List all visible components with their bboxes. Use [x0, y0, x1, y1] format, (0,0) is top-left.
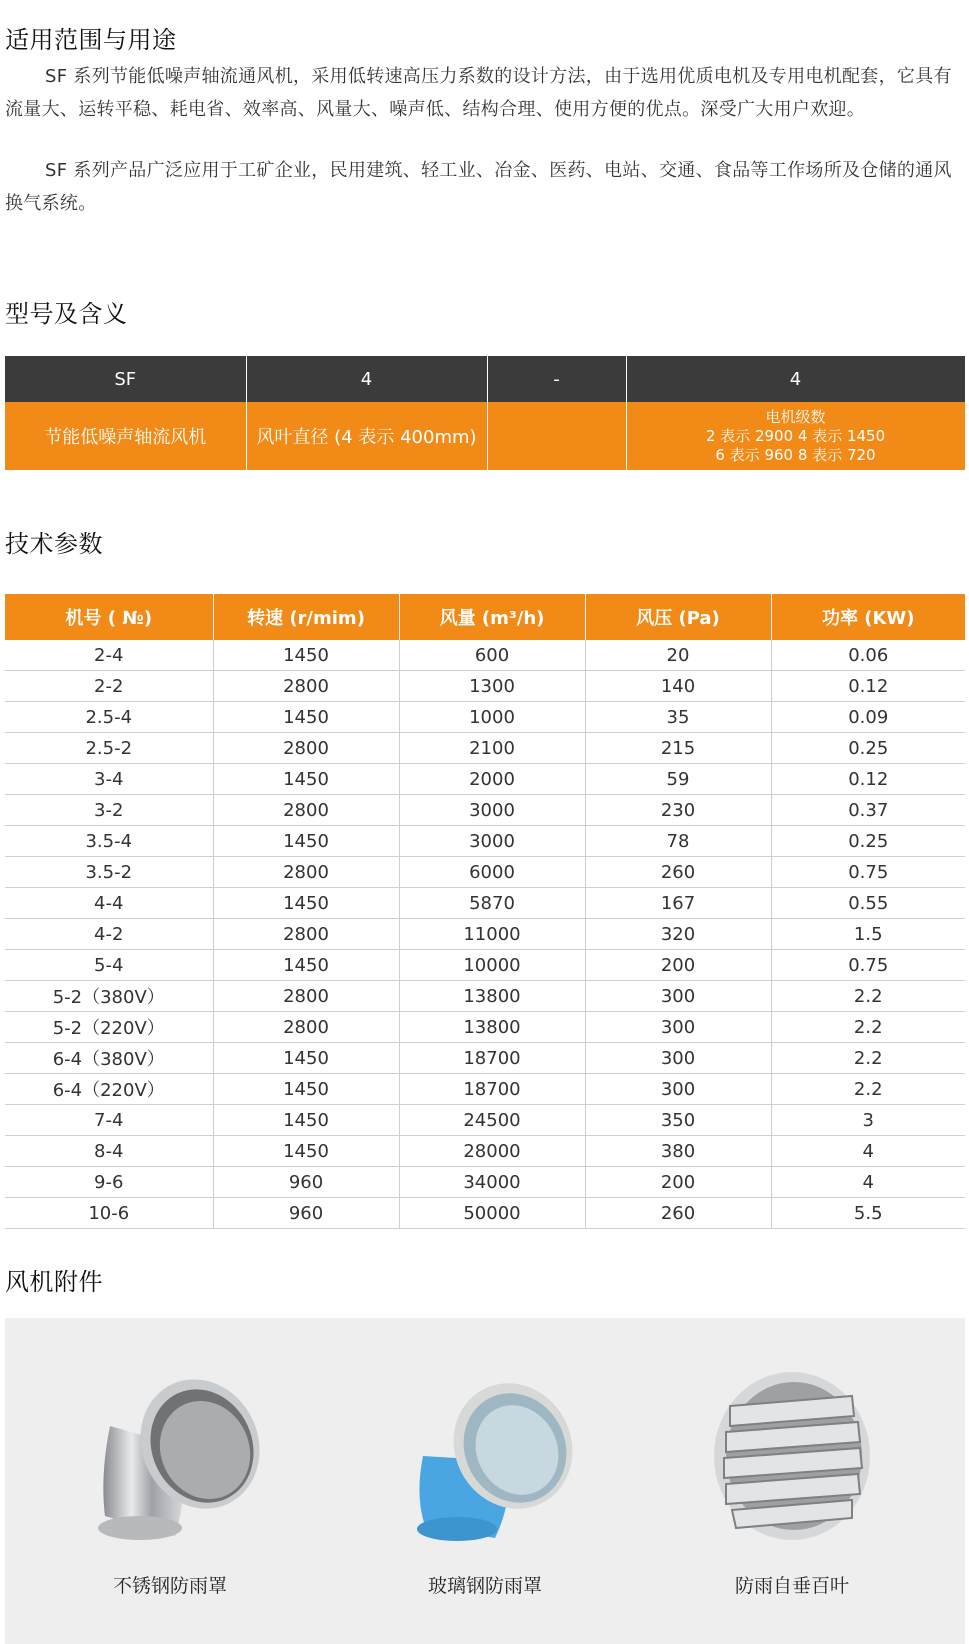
table-cell: 59 [585, 764, 771, 795]
table-cell: 2.2 [771, 981, 965, 1012]
table-cell: 600 [399, 640, 585, 671]
table-cell: 2800 [213, 795, 399, 826]
table-cell: 2800 [213, 857, 399, 888]
table-cell: 3 [771, 1105, 965, 1136]
table-cell: 350 [585, 1105, 771, 1136]
accessory-label: 不锈钢防雨罩 [112, 1575, 227, 1597]
table-cell: 8-4 [5, 1136, 213, 1167]
table-cell: 7-4 [5, 1105, 213, 1136]
table-cell: 2.5-4 [5, 702, 213, 733]
table-cell: 20 [585, 640, 771, 671]
table-row [5, 1043, 965, 1074]
table-cell: 0.06 [771, 640, 965, 671]
table-row [5, 1105, 965, 1136]
table-cell: 260 [585, 1198, 771, 1229]
table-cell: 0.37 [771, 795, 965, 826]
section-title-usage: 适用范围与用途 [5, 26, 177, 54]
table-cell: 167 [585, 888, 771, 919]
table-cell: 3-2 [5, 795, 213, 826]
table-cell: 6000 [399, 857, 585, 888]
table-row [5, 1136, 965, 1167]
table-cell: 3000 [399, 826, 585, 857]
table-cell: 34000 [399, 1167, 585, 1198]
table-cell: 4 [771, 1167, 965, 1198]
table-cell: 0.25 [771, 826, 965, 857]
table-cell: 1450 [213, 640, 399, 671]
model-header-row [5, 356, 965, 402]
table-cell: 4-2 [5, 919, 213, 950]
col-power: 功率 (KW) [771, 594, 965, 640]
section-title-specs: 技术参数 [5, 530, 103, 558]
table-cell: 0.12 [771, 764, 965, 795]
model-desc-row [5, 402, 965, 470]
table-cell: 2.5-2 [5, 733, 213, 764]
table-cell: 300 [585, 981, 771, 1012]
table-row [5, 764, 965, 795]
table-row [5, 857, 965, 888]
col-speed: 转速 (r/mim) [213, 594, 399, 640]
table-cell: 0.09 [771, 702, 965, 733]
table-row [5, 1167, 965, 1198]
table-cell: 960 [213, 1167, 399, 1198]
table-cell: 4 [771, 1136, 965, 1167]
model-code-sf: SF [5, 356, 246, 402]
table-cell: 1450 [213, 888, 399, 919]
table-cell: 215 [585, 733, 771, 764]
accessory-label: 玻璃钢防雨罩 [427, 1575, 542, 1597]
model-code-poles: 4 [626, 356, 965, 402]
table-cell: 50000 [399, 1198, 585, 1229]
table-cell: 1450 [213, 764, 399, 795]
table-cell: 2800 [213, 981, 399, 1012]
accessory-label: 防雨自垂百叶 [734, 1575, 849, 1597]
table-cell: 2800 [213, 671, 399, 702]
table-cell: 2800 [213, 919, 399, 950]
table-cell: 1450 [213, 702, 399, 733]
table-cell: 140 [585, 671, 771, 702]
table-row [5, 981, 965, 1012]
table-cell: 13800 [399, 1012, 585, 1043]
table-cell: 1300 [399, 671, 585, 702]
table-cell: 2-2 [5, 671, 213, 702]
section-title-model: 型号及含义 [5, 300, 128, 328]
table-cell: 380 [585, 1136, 771, 1167]
frp-rain-cover-icon [395, 1366, 575, 1546]
table-cell: 0.55 [771, 888, 965, 919]
table-cell: 300 [585, 1074, 771, 1105]
table-cell: 320 [585, 919, 771, 950]
table-cell: 2.2 [771, 1012, 965, 1043]
accessories-panel [5, 1318, 965, 1644]
table-cell: 2100 [399, 733, 585, 764]
table-cell: 5-4 [5, 950, 213, 981]
table-row [5, 1012, 965, 1043]
table-cell: 960 [213, 1198, 399, 1229]
poles-title: 电机级数 [765, 407, 826, 426]
table-cell: 18700 [399, 1043, 585, 1074]
model-desc-poles [626, 402, 965, 470]
table-cell: 6-4（380V） [5, 1043, 213, 1074]
table-row [5, 702, 965, 733]
table-cell: 5.5 [771, 1198, 965, 1229]
table-cell: 5-2（380V） [5, 981, 213, 1012]
col-pressure: 风压 (Pa) [585, 594, 771, 640]
usage-paragraph-1: SF 系列节能低噪声轴流通风机，采用低转速高压力系数的设计方法，由于选用优质电机及专用电机配套，它具有流量大、运转平稳、耗电省、效率高、风量大、噪声低、结构合理、使用方便的优点。深受广大用户欢迎。 [5, 66, 952, 120]
section-title-accessories: 风机附件 [5, 1268, 103, 1296]
model-code-diameter: 4 [246, 356, 487, 402]
table-cell: 10-6 [5, 1198, 213, 1229]
table-row [5, 826, 965, 857]
table-row [5, 950, 965, 981]
table-cell: 2.2 [771, 1074, 965, 1105]
gravity-louver-icon [702, 1366, 882, 1546]
table-cell: 6-4（220V） [5, 1074, 213, 1105]
table-cell: 1450 [213, 1074, 399, 1105]
table-cell: 35 [585, 702, 771, 733]
table-cell: 300 [585, 1012, 771, 1043]
table-cell: 200 [585, 1167, 771, 1198]
table-row [5, 1198, 965, 1229]
table-cell: 2000 [399, 764, 585, 795]
table-cell: 13800 [399, 981, 585, 1012]
table-cell: 10000 [399, 950, 585, 981]
model-code-dash: - [487, 356, 626, 402]
table-cell: 1450 [213, 826, 399, 857]
table-cell: 2800 [213, 1012, 399, 1043]
model-desc-dash [487, 402, 626, 470]
accessory-item-frp [335, 1318, 635, 1644]
model-meaning-table [5, 356, 966, 470]
usage-paragraph-2: SF 系列产品广泛应用于工矿企业，民用建筑、轻工业、冶金、医药、电站、交通、食品等工作场所及仓储的通风换气系统。 [5, 160, 952, 214]
table-cell: 2-4 [5, 640, 213, 671]
table-cell: 2800 [213, 733, 399, 764]
table-cell: 78 [585, 826, 771, 857]
col-model-no: 机号 ( №) [5, 594, 213, 640]
stainless-rain-cover-icon [80, 1366, 260, 1546]
table-cell: 5870 [399, 888, 585, 919]
col-airflow: 风量 (m³/h) [399, 594, 585, 640]
table-cell: 5-2（220V） [5, 1012, 213, 1043]
table-row [5, 671, 965, 702]
table-row [5, 733, 965, 764]
model-desc-type: 节能低噪声轴流风机 [5, 402, 246, 470]
table-cell: 2.2 [771, 1043, 965, 1074]
table-cell: 0.75 [771, 857, 965, 888]
model-desc-diameter: 风叶直径 (4 表示 400mm) [246, 402, 487, 470]
poles-line-1: 2 表示 2900 4 表示 1450 [705, 426, 886, 445]
table-cell: 1450 [213, 950, 399, 981]
table-cell: 9-6 [5, 1167, 213, 1198]
poles-line-2: 6 表示 960 8 表示 720 [715, 445, 876, 464]
table-cell: 0.75 [771, 950, 965, 981]
table-cell: 1450 [213, 1136, 399, 1167]
table-cell: 1.5 [771, 919, 965, 950]
spec-header-row [5, 594, 965, 640]
table-cell: 24500 [399, 1105, 585, 1136]
table-cell: 200 [585, 950, 771, 981]
table-cell: 11000 [399, 919, 585, 950]
table-cell: 1450 [213, 1043, 399, 1074]
accessory-item-louver [642, 1318, 942, 1644]
table-cell: 28000 [399, 1136, 585, 1167]
table-row [5, 888, 965, 919]
table-cell: 3.5-4 [5, 826, 213, 857]
table-cell: 0.25 [771, 733, 965, 764]
table-row [5, 919, 965, 950]
table-cell: 4-4 [5, 888, 213, 919]
table-row [5, 795, 965, 826]
table-cell: 260 [585, 857, 771, 888]
table-cell: 3000 [399, 795, 585, 826]
accessory-item-stainless [20, 1318, 320, 1644]
spec-table [5, 594, 965, 1229]
table-row [5, 640, 965, 671]
table-cell: 0.12 [771, 671, 965, 702]
table-cell: 3-4 [5, 764, 213, 795]
table-cell: 18700 [399, 1074, 585, 1105]
spec-table-body [5, 640, 965, 1229]
table-cell: 1450 [213, 1105, 399, 1136]
table-cell: 230 [585, 795, 771, 826]
table-cell: 1000 [399, 702, 585, 733]
table-row [5, 1074, 965, 1105]
table-cell: 300 [585, 1043, 771, 1074]
table-cell: 3.5-2 [5, 857, 213, 888]
